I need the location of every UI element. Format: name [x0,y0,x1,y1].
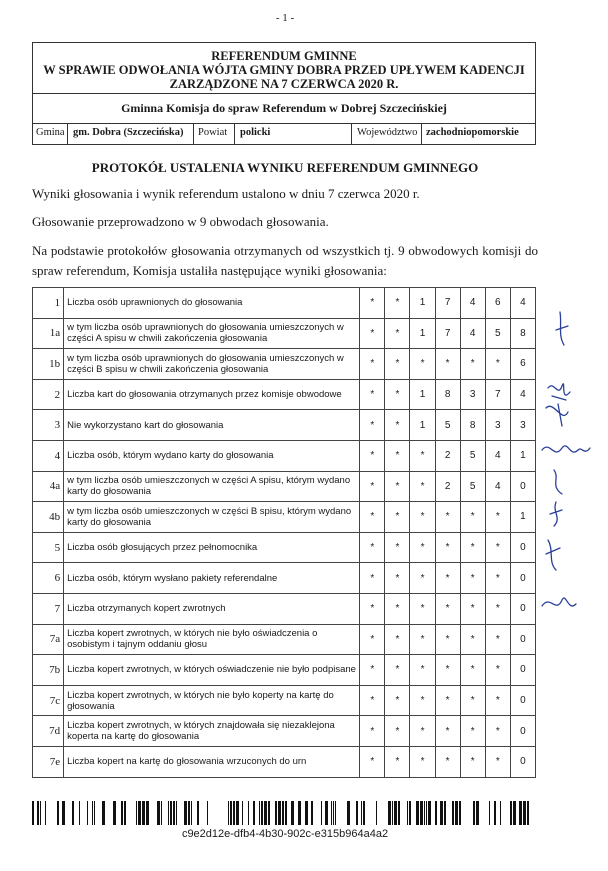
row-label: w tym liczba osób umieszczonych w części B spisu, którym wydano karty do głosowania [64,502,360,533]
barcode-bar [494,801,496,825]
barcode-bar [363,801,365,825]
digit-cell: 0 [510,746,535,777]
digit-cell: 8 [435,379,460,410]
barcode-bar [72,801,74,825]
digit-cell: 3 [485,410,510,441]
barcode-bar [428,801,431,825]
table-row [33,563,536,594]
digit-cell: * [360,685,385,716]
digit-cell: * [360,746,385,777]
digit-cell: 2 [435,440,460,471]
digit-cell: * [485,624,510,655]
table-row [33,716,536,747]
row-label: Liczba kopert zwrotnych, w których znajdowała się niezaklejona koperta na kartę do głosowania [64,716,360,747]
digit-cell: 4 [510,379,535,410]
row-label: w tym liczba osób uprawnionych do głosowania umieszczonych w części B spisu w chwili zakończenia głosowania [64,349,360,380]
digit-cell: 1 [410,318,435,349]
barcode-bar [170,801,172,825]
digit-cell: * [410,716,435,747]
barcode-bar [321,801,322,825]
barcode-bar [142,801,145,825]
signature-stroke [556,312,568,345]
table-row [33,288,536,319]
digit-cell: 3 [460,379,485,410]
digit-cell: * [360,532,385,563]
row-number: 7e [33,746,64,777]
digit-cell: * [385,746,410,777]
digit-cell: 4 [460,318,485,349]
digit-cell: * [460,655,485,686]
row-number: 2 [33,379,64,410]
digit-cell: * [435,746,460,777]
signatures-image [540,300,600,620]
digit-cell: 0 [510,685,535,716]
digit-cell: 2 [435,471,460,502]
barcode-bar [259,801,260,825]
barcode-bar [398,801,400,825]
signature-stroke [546,540,560,570]
digit-cell: 8 [510,318,535,349]
table-row [33,746,536,777]
title-line-3: ZARZĄDZONE NA 7 CZERWCA 2020 R. [169,77,399,91]
digit-cell: * [460,532,485,563]
barcode-bar [113,801,116,825]
barcode-bar [356,801,358,825]
barcode-bar [285,801,287,825]
barcode-bar [361,801,362,825]
digit-cell: * [485,655,510,686]
barcode-text: c9e2d12e-dfb4-4b30-902c-e315b964a4a2 [181,828,389,840]
wojewodztwo-value: zachodniopomorskie [426,127,519,138]
digit-cell: * [385,563,410,594]
digit-cell: * [385,593,410,624]
barcode-bar [253,801,255,825]
barcode-bar [416,801,419,825]
digit-cell: * [360,624,385,655]
gmina-label: Gmina [36,127,65,138]
barcode-bar [228,801,229,825]
barcode-bar [435,801,437,825]
barcode-bar [146,801,149,825]
table-row [33,349,536,380]
table-row [33,685,536,716]
table-row [33,318,536,349]
barcode-bar [392,801,393,825]
digit-cell: * [460,716,485,747]
digit-cell: * [410,593,435,624]
barcode-bar [176,801,177,825]
barcode-bar [87,801,88,825]
barcode-bar [407,801,408,825]
row-label: w tym liczba osób uprawnionych do głosowania umieszczonych w części A spisu w chwili zakończenia głosowania [64,318,360,349]
digit-cell: 4 [510,288,535,319]
digit-cell: 7 [435,318,460,349]
paragraph-districts: Głosowanie przeprowadzono w 9 obwodach głosowania. [32,214,329,229]
barcode-bar [455,801,458,825]
row-label: Liczba osób głosujących przez pełnomocnika [64,532,360,563]
signature-stroke [546,404,568,426]
barcode-bar [233,801,235,825]
digit-cell: * [410,685,435,716]
digit-cell: * [410,502,435,533]
barcode-bar [452,801,454,825]
digit-cell: * [360,318,385,349]
digit-cell: * [385,318,410,349]
digit-cell: 0 [510,593,535,624]
barcode-bar [394,801,397,825]
digit-cell: * [410,471,435,502]
row-label: w tym liczba osób umieszczonych w części A spisu, którym wydano karty do głosowania [64,471,360,502]
barcode-bar [510,801,512,825]
barcode-bar [325,801,328,825]
digit-cell: * [360,593,385,624]
signature-stroke [554,470,562,494]
barcode-bar [45,801,46,825]
table-row [33,471,536,502]
table-row [33,379,536,410]
digit-cell: * [435,502,460,533]
barcode-bar [184,801,187,825]
digit-cell: * [385,532,410,563]
digit-cell: * [385,502,410,533]
barcode-bar [168,801,169,825]
row-label: Liczba otrzymanych kopert zwrotnych [64,593,360,624]
header-box [32,42,536,145]
row-label: Liczba kopert zwrotnych, w których oświadczenie nie było podpisane [64,655,360,686]
digit-cell: * [435,655,460,686]
paragraph-intro: Na podstawie protokołów głosowania otrzymanych od wszystkich tj. 9 obwodowych komisji do spraw referendum, Komisja ustaliła następujące wyniki głosowania: [32,243,538,278]
digit-cell: * [360,563,385,594]
barcode-bar [173,801,175,825]
barcode-bar [278,801,281,825]
barcode-bar [261,801,263,825]
row-label: Liczba kopert na kartę do głosowania wrzuconych do urn [64,746,360,777]
barcode-bar [305,801,308,825]
table-row [33,502,536,533]
digit-cell: * [485,532,510,563]
digit-cell: * [435,685,460,716]
row-number: 7d [33,716,64,747]
digit-cell: * [360,288,385,319]
signature-stroke [542,446,590,452]
row-label: Nie wykorzystano kart do głosowania [64,410,360,441]
barcode-bar [513,801,516,825]
barcode-bar [62,801,65,825]
digit-cell: * [485,685,510,716]
barcode-bar [388,801,391,825]
digit-cell: * [460,746,485,777]
digit-cell: * [410,624,435,655]
barcode-bar [459,801,461,825]
barcode-image [32,801,537,825]
barcode-bar [298,801,301,825]
digit-cell: * [385,410,410,441]
digit-cell: * [485,502,510,533]
barcode-bar [473,801,475,825]
paragraph-date: Wyniki głosowania i wynik referendum ustalono w dniu 7 czerwca 2020 r. [32,186,420,201]
barcode-bar [519,801,522,825]
digit-cell: 4 [485,440,510,471]
digit-cell: * [485,593,510,624]
barcode-bar [311,801,313,825]
signature-stroke [550,502,562,526]
barcode-bar [161,801,162,825]
digit-cell: * [485,349,510,380]
digit-cell: * [385,471,410,502]
digit-cell: * [360,440,385,471]
barcode-bar [94,801,95,825]
digit-cell: * [435,624,460,655]
digit-cell: * [385,379,410,410]
digit-cell: 0 [510,624,535,655]
table-row [33,655,536,686]
digit-cell: * [360,655,385,686]
digit-cell: * [385,624,410,655]
row-number: 4a [33,471,64,502]
table-row [33,410,536,441]
digit-cell: * [435,716,460,747]
digit-cell: * [360,471,385,502]
barcode-bar [136,801,137,825]
row-number: 3 [33,410,64,441]
digit-cell: 1 [510,502,535,533]
results-table [32,287,536,778]
digit-cell: 5 [485,318,510,349]
row-number: 1 [33,288,64,319]
digit-cell: * [385,440,410,471]
location-row [33,123,535,145]
row-number: 5 [33,532,64,563]
digit-cell: 0 [510,532,535,563]
barcode-bar [523,801,526,825]
barcode-bar [207,801,208,825]
digit-cell: * [385,655,410,686]
powiat-value: policki [240,127,271,138]
digit-cell: * [410,349,435,380]
barcode-bar [444,801,446,825]
barcode-bar [333,801,334,825]
protocol-title: PROTOKÓŁ USTALENIA WYNIKU REFERENDUM GMINNEGO [91,160,479,175]
digit-cell: * [360,349,385,380]
barcode-bar [264,801,267,825]
digit-cell: 3 [510,410,535,441]
powiat-label: Powiat [198,127,228,138]
barcode-bar [79,801,80,825]
barcode-bar [426,801,427,825]
barcode-bar [138,801,141,825]
barcode-bar [424,801,425,825]
row-label: Liczba osób, którym wysłano pakiety referendalne [64,563,360,594]
barcode-bar [440,801,443,825]
digit-cell: 6 [485,288,510,319]
gmina-value: gm. Dobra (Szczecińska) [73,127,184,138]
divider [33,93,535,94]
digit-cell: * [485,563,510,594]
row-label: Liczba kopert zwrotnych, w których nie było oświadczenia o osobistym i tajnym oddaniu głosu [64,624,360,655]
digit-cell: 5 [460,471,485,502]
row-number: 4 [33,440,64,471]
barcode-bar [92,801,93,825]
referendum-title [33,49,535,91]
barcode-bar [335,801,336,825]
row-label: Liczba osób, którym wydano karty do głosowania [64,440,360,471]
digit-cell: 7 [485,379,510,410]
barcode-bar [476,801,479,825]
digit-cell: * [410,746,435,777]
barcode-bar [420,801,423,825]
barcode-bar [409,801,411,825]
row-number: 7 [33,593,64,624]
row-number: 7c [33,685,64,716]
table-row [33,532,536,563]
barcode-bar [527,801,529,825]
digit-cell: * [410,440,435,471]
wojewodztwo-label: Województwo [357,127,418,138]
digit-cell: 0 [510,471,535,502]
barcode-bar [188,801,190,825]
digit-cell: 1 [410,288,435,319]
barcode-bar [157,801,160,825]
digit-cell: * [410,563,435,594]
page-number: - 1 - [275,12,295,24]
title-line-1: REFERENDUM GMINNE [211,49,357,63]
digit-cell: * [485,746,510,777]
barcode-bar [40,801,41,825]
digit-cell: * [485,716,510,747]
barcode-bar [37,801,39,825]
digit-cell: * [460,563,485,594]
digit-cell: * [385,288,410,319]
barcode-bar [191,801,192,825]
digit-cell: 4 [460,288,485,319]
digit-cell: * [460,685,485,716]
digit-cell: 7 [435,288,460,319]
digit-cell: * [435,593,460,624]
row-number: 7b [33,655,64,686]
digit-cell: 1 [410,410,435,441]
signature-stroke [542,598,576,606]
digit-cell: * [360,379,385,410]
digit-cell: * [360,410,385,441]
signature-stroke [548,384,570,400]
barcode-bar [102,801,105,825]
barcode-bar [197,801,199,825]
barcode-bar [347,801,350,825]
table-row [33,593,536,624]
barcode-bar [242,801,243,825]
commission-name: Gminna Komisja do spraw Referendum w Dobrej Szczecińskiej [121,101,447,115]
barcode-bar [124,801,126,825]
barcode-bar [376,801,377,825]
digit-cell: * [460,593,485,624]
row-label: Liczba kopert zwrotnych, w których nie było koperty na kartę do głosowania [64,685,360,716]
barcode-bar [489,801,490,825]
title-line-2: W SPRAWIE ODWOŁANIA WÓJTA GMINY DOBRA PRZED UPŁYWEM KADENCJI [43,63,525,77]
barcode-bar [500,801,501,825]
row-number: 4b [33,502,64,533]
digit-cell: 6 [510,349,535,380]
digit-cell: * [435,532,460,563]
barcode-bar [275,801,277,825]
digit-cell: 1 [410,379,435,410]
digit-cell: * [460,349,485,380]
row-number: 7a [33,624,64,655]
digit-cell: 5 [460,440,485,471]
digit-cell: 1 [510,440,535,471]
barcode-bar [248,801,249,825]
row-number: 1b [33,349,64,380]
barcode-bar [230,801,232,825]
digit-cell: 5 [435,410,460,441]
barcode-bar [57,801,59,825]
barcode-bar [236,801,239,825]
barcode-bar [291,801,294,825]
table-row [33,624,536,655]
digit-cell: 0 [510,563,535,594]
digit-cell: * [385,716,410,747]
digit-cell: * [360,502,385,533]
digit-cell: * [460,502,485,533]
digit-cell: 0 [510,655,535,686]
table-row [33,440,536,471]
barcode-bar [32,801,34,825]
digit-cell: * [385,685,410,716]
digit-cell: 0 [510,716,535,747]
digit-cell: * [385,349,410,380]
barcode-bar [331,801,332,825]
digit-cell: * [435,563,460,594]
row-number: 6 [33,563,64,594]
digit-cell: * [410,532,435,563]
digit-cell: * [460,624,485,655]
digit-cell: * [435,349,460,380]
digit-cell: * [360,716,385,747]
barcode-bar [121,801,123,825]
row-label: Liczba kart do głosowania otrzymanych przez komisje obwodowe [64,379,360,410]
digit-cell: * [410,655,435,686]
barcode-bar [282,801,284,825]
digit-cell: 4 [485,471,510,502]
row-number: 1a [33,318,64,349]
row-label: Liczba osób uprawnionych do głosowania [64,288,360,319]
barcode-bar [268,801,270,825]
digit-cell: 8 [460,410,485,441]
